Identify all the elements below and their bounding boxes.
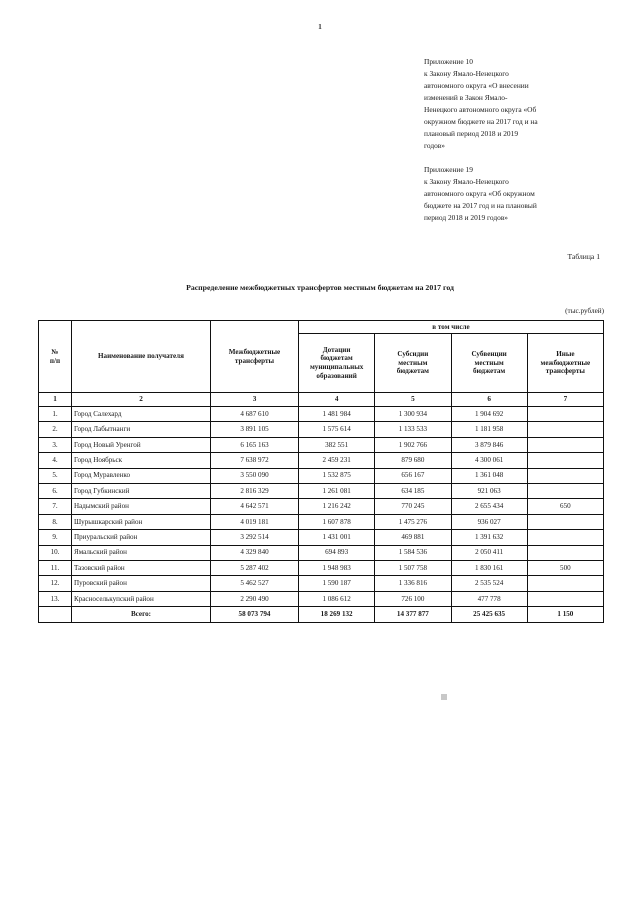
cell-subsidies: 770 245 <box>375 499 451 514</box>
cell-other-transfers: 500 <box>527 560 603 575</box>
header-other-interbudget-transfers <box>527 334 603 393</box>
appendix-19-line-4: бюджете на 2017 год и на плановый <box>424 200 537 210</box>
cell-interbudget-transfers: 4 642 571 <box>211 499 299 514</box>
cell-other-transfers: 650 <box>527 499 603 514</box>
cell-row-number: 3. <box>39 437 72 452</box>
appendix-reference-10 <box>424 56 624 152</box>
cell-subsidies: 634 185 <box>375 483 451 498</box>
cell-subsidies: 1 584 536 <box>375 545 451 560</box>
cell-interbudget-transfers: 4 687 610 <box>211 407 299 422</box>
cell-subventions: 477 778 <box>451 591 527 606</box>
table-column-number-row <box>39 393 604 407</box>
cell-row-number: 6. <box>39 483 72 498</box>
cell-row-number: 13. <box>39 591 72 606</box>
cell-subsidies: 656 167 <box>375 468 451 483</box>
table-row <box>39 560 604 575</box>
total-cell-row-number <box>39 607 72 623</box>
cell-interbudget-transfers: 6 165 163 <box>211 437 299 452</box>
cell-recipient-name: Шурышкарский район <box>72 514 211 529</box>
column-number-5: 5 <box>375 393 451 407</box>
cell-other-transfers <box>527 514 603 529</box>
appendix-19-line-2: к Закону Ямало-Ненецкого <box>424 176 509 186</box>
column-number-4: 4 <box>299 393 375 407</box>
table-label: Таблица 1 <box>567 252 600 261</box>
cell-recipient-name: Город Новый Уренгой <box>72 437 211 452</box>
header-subsidies-line3: бюджетам <box>396 367 430 376</box>
table-group-header-row <box>39 321 604 334</box>
cell-grants: 2 459 231 <box>299 453 375 468</box>
cell-recipient-name: Красноселькупский район <box>72 591 211 606</box>
appendix-10-line-3: автономного округа «О внесении <box>424 80 529 90</box>
cell-interbudget-transfers: 2 290 490 <box>211 591 299 606</box>
column-number-2: 2 <box>72 393 211 407</box>
cell-grants: 1 261 081 <box>299 483 375 498</box>
header-grants-municipal-budgets <box>299 334 375 393</box>
appendix-10-line-7: плановый период 2018 и 2019 <box>424 128 519 138</box>
header-interbudget-transfers-line1: Межбюджетные <box>228 347 281 356</box>
appendix-10-line-4: изменений в Закон Ямало- <box>424 92 508 102</box>
cell-interbudget-transfers: 2 816 329 <box>211 483 299 498</box>
table-row <box>39 530 604 545</box>
appendix-10-line-1: Приложение 10 <box>424 57 473 66</box>
table-row <box>39 514 604 529</box>
cell-subventions: 2 655 434 <box>451 499 527 514</box>
cell-grants: 1 216 242 <box>299 499 375 514</box>
appendix-10-line-8: годов» <box>424 140 445 150</box>
cell-subsidies: 1 902 766 <box>375 437 451 452</box>
cell-grants: 694 893 <box>299 545 375 560</box>
header-subventions-line1: Субвенции <box>471 350 507 359</box>
cell-other-transfers <box>527 530 603 545</box>
appendix-19-line-1: Приложение 19 <box>424 165 473 174</box>
appendix-10-line-6: окружном бюджете на 2017 год и на <box>424 116 538 126</box>
header-subsidies-line2: местным <box>398 358 428 367</box>
header-subsidies-local-budgets <box>375 334 451 393</box>
header-subventions-local-budgets <box>451 334 527 393</box>
cell-other-transfers <box>527 453 603 468</box>
header-subventions-line2: местным <box>474 358 504 367</box>
cell-grants: 1 575 614 <box>299 422 375 437</box>
header-other-line2: межбюджетные <box>540 358 591 367</box>
cell-subsidies: 1 507 758 <box>375 560 451 575</box>
table-body <box>39 407 604 623</box>
cell-row-number: 5. <box>39 468 72 483</box>
header-row-number-line2: п/п <box>49 356 61 365</box>
table-row <box>39 407 604 422</box>
budget-distribution-table <box>38 320 604 623</box>
cell-grants: 1 532 875 <box>299 468 375 483</box>
cell-subsidies: 469 881 <box>375 530 451 545</box>
cell-grants: 1 086 612 <box>299 591 375 606</box>
header-row-number-line1: № <box>51 347 59 356</box>
cell-row-number: 9. <box>39 530 72 545</box>
cell-row-number: 4. <box>39 453 72 468</box>
table-row <box>39 591 604 606</box>
cell-row-number: 8. <box>39 514 72 529</box>
cell-grants: 1 590 187 <box>299 576 375 591</box>
cell-subventions: 1 391 632 <box>451 530 527 545</box>
cell-interbudget-transfers: 5 462 527 <box>211 576 299 591</box>
cell-subsidies: 1 133 533 <box>375 422 451 437</box>
header-grants-line3: муниципальных <box>309 363 364 371</box>
cell-grants: 382 551 <box>299 437 375 452</box>
cell-other-transfers <box>527 483 603 498</box>
table-row <box>39 576 604 591</box>
header-other-line3: трансферты <box>545 367 585 376</box>
cell-row-number: 7. <box>39 499 72 514</box>
column-number-6: 6 <box>451 393 527 407</box>
appendix-10-line-2: к Закону Ямало-Ненецкого <box>424 68 509 78</box>
cell-interbudget-transfers: 5 287 402 <box>211 560 299 575</box>
cell-subventions: 921 063 <box>451 483 527 498</box>
header-other-line1: Иные <box>556 350 575 359</box>
header-subventions-line3: бюджетам <box>472 367 506 376</box>
cell-interbudget-transfers: 7 638 972 <box>211 453 299 468</box>
cell-recipient-name: Пуровский район <box>72 576 211 591</box>
cell-other-transfers <box>527 576 603 591</box>
cell-subventions: 3 879 846 <box>451 437 527 452</box>
cell-subventions: 936 027 <box>451 514 527 529</box>
cell-other-transfers <box>527 422 603 437</box>
table-row <box>39 453 604 468</box>
cell-grants: 1 948 983 <box>299 560 375 575</box>
column-number-1: 1 <box>39 393 72 407</box>
cell-subsidies: 879 680 <box>375 453 451 468</box>
cell-grants: 1 481 984 <box>299 407 375 422</box>
cell-recipient-name: Надымский район <box>72 499 211 514</box>
column-number-7: 7 <box>527 393 603 407</box>
total-cell-recipient-name: Всего: <box>72 607 211 623</box>
cell-subventions: 1 830 161 <box>451 560 527 575</box>
table-row <box>39 422 604 437</box>
cell-recipient-name: Город Ноябрьск <box>72 453 211 468</box>
cell-row-number: 10. <box>39 545 72 560</box>
cell-subventions: 2 535 524 <box>451 576 527 591</box>
cell-recipient-name: Город Губкинский <box>72 483 211 498</box>
total-cell-grants: 18 269 132 <box>299 607 375 623</box>
cell-recipient-name: Ямальский район <box>72 545 211 560</box>
cell-recipient-name: Тазовский район <box>72 560 211 575</box>
header-interbudget-transfers-line2: трансферты <box>234 356 275 365</box>
header-grants-line1: Дотации <box>322 345 351 354</box>
cell-subsidies: 1 475 276 <box>375 514 451 529</box>
total-cell-interbudget-transfers: 58 073 794 <box>211 607 299 623</box>
cell-other-transfers <box>527 407 603 422</box>
cell-grants: 1 607 878 <box>299 514 375 529</box>
header-grants-line2: бюджетам <box>320 354 353 363</box>
cell-subsidies: 1 336 816 <box>375 576 451 591</box>
cell-other-transfers <box>527 468 603 483</box>
table-row <box>39 468 604 483</box>
header-subsidies-line1: Субсидии <box>397 350 429 359</box>
cell-subventions: 1 181 958 <box>451 422 527 437</box>
total-cell-subsidies: 14 377 877 <box>375 607 451 623</box>
table-row <box>39 483 604 498</box>
page-title: Распределение межбюджетных трансфертов местным бюджетам на 2017 год <box>186 283 454 292</box>
cell-row-number: 11. <box>39 560 72 575</box>
cell-row-number: 12. <box>39 576 72 591</box>
header-grants-line4: образований <box>316 371 357 380</box>
header-group-including: в том числе <box>299 321 604 334</box>
cell-subventions: 1 904 692 <box>451 407 527 422</box>
page-number: 1 <box>318 22 322 31</box>
cell-interbudget-transfers: 4 019 181 <box>211 514 299 529</box>
cell-other-transfers <box>527 437 603 452</box>
table-row <box>39 545 604 560</box>
table-total-row <box>39 607 604 623</box>
cell-interbudget-transfers: 3 891 105 <box>211 422 299 437</box>
cell-subventions: 2 050 411 <box>451 545 527 560</box>
appendix-10-line-5: Ненецкого автономного округа «Об <box>424 104 537 114</box>
column-number-3: 3 <box>211 393 299 407</box>
header-row-number <box>39 321 72 393</box>
table-row <box>39 499 604 514</box>
cell-interbudget-transfers: 4 329 840 <box>211 545 299 560</box>
cell-recipient-name: Город Салехард <box>72 407 211 422</box>
header-recipient-name: Наименование получателя <box>72 321 211 393</box>
cell-interbudget-transfers: 3 550 090 <box>211 468 299 483</box>
cell-recipient-name: Город Лабытнанги <box>72 422 211 437</box>
cell-subventions: 1 361 048 <box>451 468 527 483</box>
cell-other-transfers <box>527 591 603 606</box>
cell-subventions: 4 300 061 <box>451 453 527 468</box>
total-cell-other-transfers: 1 150 <box>527 607 603 623</box>
page-artifact-mark <box>441 694 447 700</box>
cell-subsidies: 726 100 <box>375 591 451 606</box>
appendix-19-line-3: автономного округа «Об окружном <box>424 188 535 198</box>
appendix-reference-19 <box>424 164 624 224</box>
header-interbudget-transfers <box>211 321 299 393</box>
cell-row-number: 2. <box>39 422 72 437</box>
appendix-19-line-5: период 2018 и 2019 годов» <box>424 212 509 222</box>
total-cell-subventions: 25 425 635 <box>451 607 527 623</box>
cell-other-transfers <box>527 545 603 560</box>
cell-grants: 1 431 001 <box>299 530 375 545</box>
cell-row-number: 1. <box>39 407 72 422</box>
cell-recipient-name: Город Муравленко <box>72 468 211 483</box>
cell-recipient-name: Приуральский район <box>72 530 211 545</box>
table-row <box>39 437 604 452</box>
cell-interbudget-transfers: 3 292 514 <box>211 530 299 545</box>
units-label: (тыс.рублей) <box>565 307 604 315</box>
cell-subsidies: 1 300 934 <box>375 407 451 422</box>
